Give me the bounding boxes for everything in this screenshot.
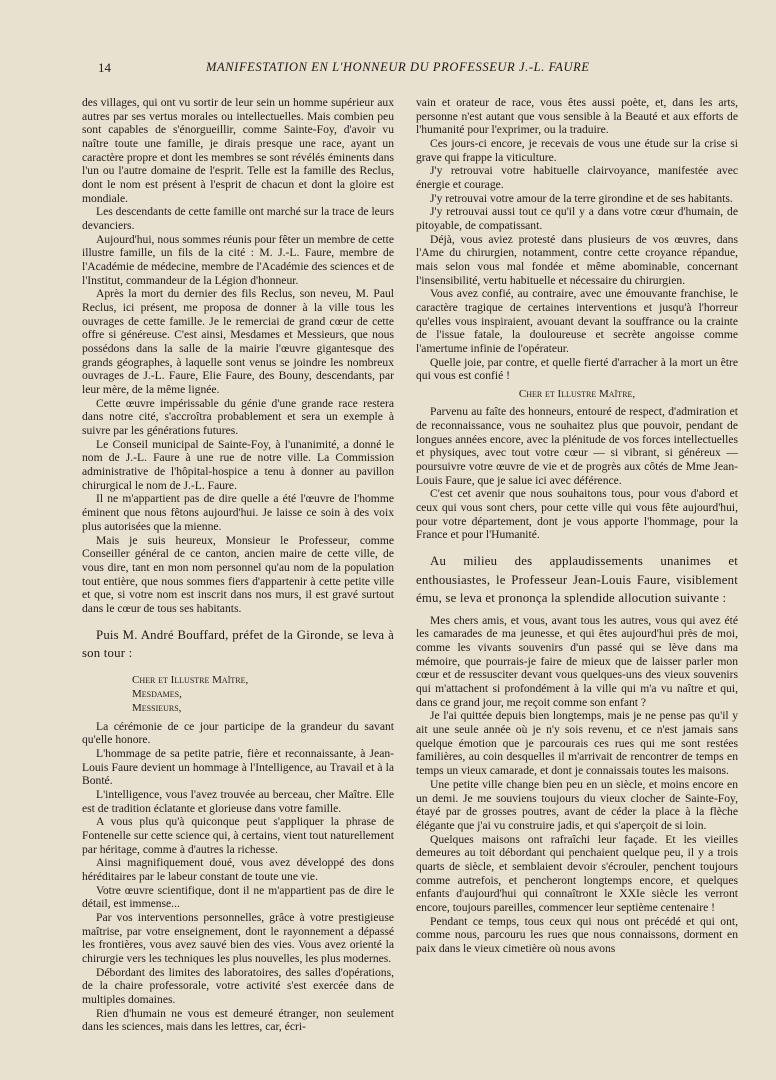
paragraph: des villages, qui ont vu sortir de leur sein un homme supérieur aux autres par ses vertus morales ou intellectuelles. Mais combien peu sont capables de s'énorgueillir, comme Sainte-Foy, d'avoir vu naître toute une famille, je dirais presque une race, ayant un caractère propre et dont les membres se sont révélés éminents dans l'un ou l'autre domaine de l'esprit. Telle est la famille des Reclus, dont le nom est présent à l'esprit de chacun et dont la gloire est mondiale. (82, 96, 394, 205)
salutation (132, 673, 394, 716)
paragraph: Mais je suis heureux, Monsieur le Professeur, comme Conseiller général de ce canton, ancien maire de cette ville, de vous dire, tant en mon nom personnel qu'au nom de la population tout entière, que nous sommes fiers d'appartenir à cette petite ville et que, si votre nom est inscrit dans nos murs, il est gravé surtout dans le cœur de tous ses habitants. (82, 533, 394, 615)
salutation-line: Mesdames, (132, 687, 182, 700)
paragraph: Le Conseil municipal de Sainte-Foy, à l'unanimité, a donné le nom de J.-L. Faure à une rue de notre ville. La Commission administrative de l'hôpital-hospice a tenu à donner au pavillon chirurgical le nom de J.-L. Faure. (82, 437, 394, 492)
running-title: MANIFESTATION EN L'HONNEUR DU PROFESSEUR J.-L. FAURE (206, 60, 590, 74)
paragraph: Déjà, vous aviez protesté dans plusieurs de vos œuvres, dans l'Ame du chirurgien, notamment, contre cette croyance répandue, mais selon vous mal fondée et même abominable, concernant l'insensibilité, vertu habituelle et nécessaire du chirurgien. (416, 232, 738, 287)
paragraph: Vous avez confié, au contraire, avec une émouvante franchise, le caractère tragique de certaines interventions et jusqu'à l'horreur qu'elles vous inspiraient, avouant devant la souffrance ou la crainte de l'issue fatale, la douloureuse et secrète angoisse comme l'amertume infinie de l'opérateur. (416, 287, 738, 356)
paragraph: L'intelligence, vous l'avez trouvée au berceau, cher Maître. Elle est de tradition éclatante et glorieuse dans votre famille. (82, 787, 394, 815)
paragraph: La cérémonie de ce jour participe de la grandeur du savant qu'elle honore. (82, 719, 394, 747)
right-column (416, 96, 738, 956)
paragraph: Après la mort du dernier des fils Reclus, son neveu, M. Paul Reclus, ici présent, me proposa de donner à la ville tous les ouvrages de cette famille. Je le remerciai de grand cœur de cette offre si généreuse. C'est ainsi, Mesdames et Messieurs, que nous possédons dans la salle de la mairie l'œuvre gigantesque des grands géographes, à laquelle sont venus se joindre les nombreux ouvrages de J.-L. Faure, Elie Faure, des Bouny, descendants, par leur mère, de la même lignée. (82, 287, 394, 397)
salutation: Cher et Illustre Maître, (518, 388, 636, 401)
paragraph: J'y retrouvai aussi tout ce qu'il y a dans votre cœur d'humain, de pitoyable, de compatissant. (416, 205, 738, 233)
paragraph: Il ne m'appartient pas de dire quelle a été l'œuvre de l'homme éminent que nous fêtons aujourd'hui. Je laisse ce soin à des voix plus autorisées que la mienne. (82, 492, 394, 533)
paragraph: Je l'ai quittée depuis bien longtemps, mais je ne pense pas qu'il y ait une seule année où je n'y sois revenu, et ce n'est jamais sans quelque émotion que je parcourais ces rues qui me sont restées familières, au coin desquelles il m'arrivait de rencontrer de temps en temps un vieux camarade, et dont je connaissais toutes les maisons. (416, 709, 738, 778)
paragraph: Quelle joie, par contre, et quelle fierté d'arracher à la mort un être qui vous est confié ! (416, 355, 738, 383)
paragraph: Ainsi magnifiquement doué, vous avez développé des dons héréditaires par le labeur constant de toute une vie. (82, 856, 394, 883)
intro-faure: Au milieu des applaudissements unanimes et enthousiastes, le Professeur Jean-Louis Faure, visiblement ému, se leva et prononça la splendide allocution suivante : (416, 554, 738, 606)
paragraph: Votre œuvre scientifique, dont il ne m'appartient pas de dire le détail, est immense... (82, 883, 394, 911)
salutation-line: Messieurs, (132, 702, 182, 715)
paragraph: J'y retrouvai votre amour de la terre girondine et de ses habitants. (430, 191, 733, 205)
paragraph: Parvenu au faîte des honneurs, entouré de respect, d'admiration et de reconnaissance, vous ne souhaitez plus que pouvoir, pendant de longues années encore, avec la plénitude de vos forces intellectuelles et physiques, avec tout votre cœur — si vibrant, si généreux — poursuivre votre œuvre de vie et de progrès aux côtés de Mme Jean-Louis Faure, que je salue ici avec déférence. (416, 405, 738, 487)
salutation-line: Cher et Illustre Maître, (132, 673, 249, 686)
paragraph: C'est cet avenir que nous souhaitons tous, pour vous d'abord et ceux qui vous sont chers, pour cette ville qui vous fête aujourd'hui, pour votre département, dont je vous apporte l'hommage, pour la France et pour l'Humanité. (416, 487, 738, 542)
paragraph: Pendant ce temps, tous ceux qui nous ont précédé et qui ont, comme nous, parcouru les rues que nous connaissons, dorment en paix dans le vieux cimetière où nous avons (416, 914, 738, 955)
paragraph: Mes chers amis, et vous, avant tous les autres, vous qui avez été les camarades de ma jeunesse, et qui êtes aujourd'hui près de moi, comme les vivants souvenirs d'un passé qui se lève dans ma mémoire, que pourrais-je faire de mieux que de laisser parler mon cœur et de ressusciter devant vous quelques-uns des vieux souvenirs qui m'attachent si profondément à la ville qui m'a vu naître et qui, dans ce grand jour, me reçoit comme son enfant ? (416, 613, 738, 709)
paragraph: vain et orateur de race, vous êtes aussi poète, et, dans les arts, personne n'est autant que vous sensible à la Beauté et aux efforts de l'humanité pour l'exprimer, ou la traduire. (416, 96, 738, 137)
paragraph: L'hommage de sa petite patrie, fière et reconnaissante, à Jean-Louis Faure devient un hommage à l'Intelligence, au Travail et à la Bonté. (82, 746, 394, 788)
paragraph: Les descendants de cette famille ont marché sur la trace de leurs devanciers. (82, 205, 394, 233)
page-number: 14 (98, 60, 111, 75)
paragraph: Par vos interventions personnelles, grâce à votre prestigieuse maîtrise, par votre enseignement, dont le rayonnement a dépassé les frontières, vous avez sauvé bien des vies. Vous avez orienté la chirurgie vers les techniques les plus nouvelles, les plus modernes. (82, 910, 394, 965)
intro-prefect: Puis M. André Bouffard, préfet de la Gironde, se leva à son tour : (82, 627, 394, 661)
paragraph: Rien d'humain ne vous est demeuré étranger, non seulement dans les sciences, mais dans les lettres, car, écri- (82, 1006, 394, 1034)
paragraph: Cette œuvre impérissable du génie d'une grande race restera dans notre cité, s'accroîtra probablement et sera un exemple à suivre par les générations futures. (82, 396, 394, 438)
paragraph: A vous plus qu'à quiconque peut s'appliquer la phrase de Fontenelle sur cette science qui, à certains, vient tout naturellement par héritage, comme à d'autres la richesse. (82, 815, 394, 856)
left-column (82, 96, 394, 1034)
page-header (76, 60, 714, 78)
paragraph: Aujourd'hui, nous sommes réunis pour fêter un membre de cette illustre famille, un fils de la cité : M. J.-L. Faure, membre de l'Académie de médecine, membre de l'Académie des sciences et de l'Institut, commandeur de la Légion d'honneur. (82, 232, 394, 287)
paragraph: Quelques maisons ont rafraîchi leur façade. Et les vieilles demeures au toit débordant qui penchaient quelque peu, il y a trois quarts de siècle, et semblaient devoir s'écrouler, penchent toujours comme autrefois, et pencheront longtemps encore, et quelques enfants d'aujourd'hui qui connaîtront le XXIe siècle les verront encore, toujours pareilles, commencer leur septième centenaire ! (416, 832, 738, 914)
paragraph: Ces jours-ci encore, je recevais de vous une étude sur la crise si grave qui frappe la viticulture. (416, 137, 738, 164)
paragraph: J'y retrouvai votre habituelle clairvoyance, manifestée avec énergie et courage. (416, 164, 738, 192)
paragraph: Une petite ville change bien peu en un siècle, et moins encore en un demi. Je me souviens toujours du vieux clocher de Sainte-Foy, étayé par de grosses poutres, avant de céder la place à la flèche élégante que j'ai vu construire jadis, et qui s'aperçoit de si loin. (416, 777, 738, 832)
paragraph: Débordant des limites des laboratoires, des salles d'opérations, de la chaire professorale, votre activité s'est exercée dans de multiples domaines. (82, 965, 394, 1006)
